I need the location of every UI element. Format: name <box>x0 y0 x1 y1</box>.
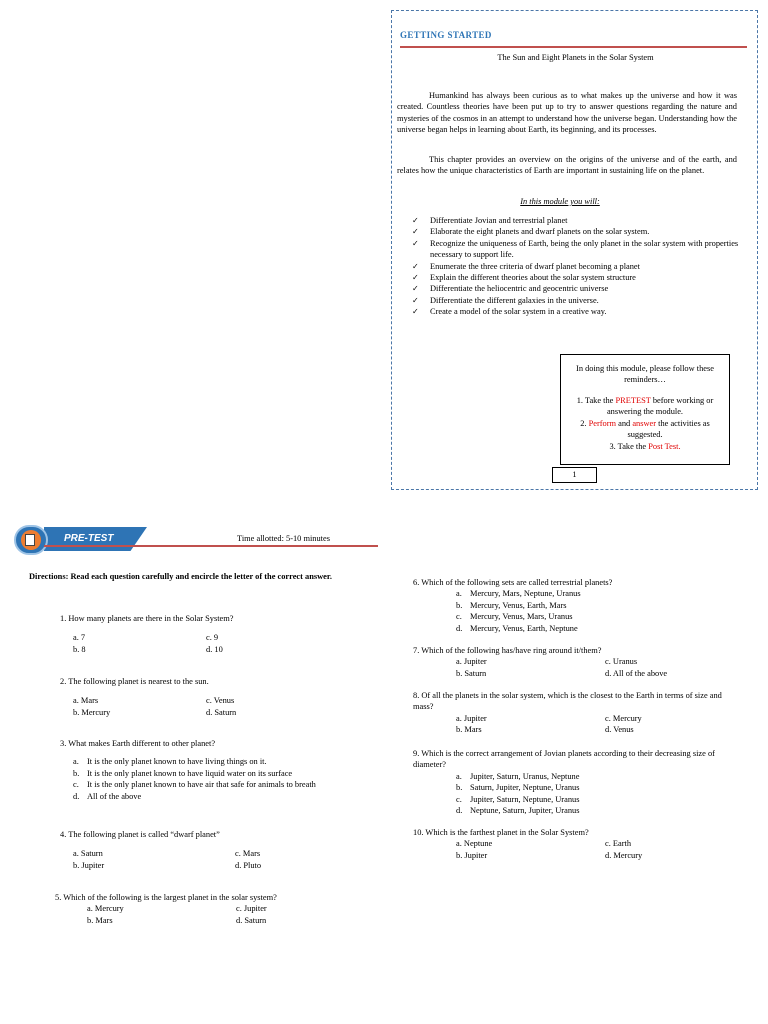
objective-item: ✓ Differentiate Jovian and terrestrial planet <box>412 216 568 225</box>
question-text: 1. How many planets are there in the Solar System? <box>60 614 234 623</box>
option-d[interactable]: d. 10 <box>206 644 223 654</box>
option-a[interactable]: a. Saturn <box>73 849 103 859</box>
option-c[interactable]: c. Mars <box>235 849 261 859</box>
option-d[interactable]: d. Mercury, Venus, Earth, Neptune <box>456 623 578 633</box>
option-a[interactable]: a. Neptune <box>456 839 493 849</box>
reminders-intro: In doing this module, please follow these reminders… <box>576 364 714 385</box>
page-number: 1 <box>552 467 597 483</box>
option-d[interactable]: d. All of the above <box>605 668 668 678</box>
question-text: 3. What makes Earth different to other planet? <box>60 739 216 748</box>
option-a[interactable]: a. Jupiter <box>456 657 487 667</box>
option-c[interactable]: c. Uranus <box>605 657 638 667</box>
objectives-list <box>400 215 740 318</box>
option-b[interactable]: b. Jupiter <box>73 860 105 870</box>
option-a[interactable]: a. It is the only planet known to have living things on it. <box>73 757 267 767</box>
objective-item: ✓ Differentiate the heliocentric and geocentric universe <box>412 284 609 294</box>
option-b[interactable]: b. Mars <box>456 725 482 735</box>
option-d[interactable]: d. Neptune, Saturn, Jupiter, Uranus <box>456 806 580 816</box>
checkmark-icon: ✓ <box>412 307 419 317</box>
checkmark-icon: ✓ <box>412 284 419 294</box>
objective-item: ✓ Enumerate the three criteria of dwarf planet becoming a planet <box>412 261 640 271</box>
checkmark-icon: ✓ <box>412 273 419 283</box>
question-1 <box>60 613 390 655</box>
option-d[interactable]: d. Venus <box>605 725 634 735</box>
intro-paragraph-1: Humankind has always been curious as to what makes up the universe and how it was created. Countless theories have been put up to try to answer questions regarding the nature and mysteries of the cosmos in an attempt to understand how the universe began. Understanding how the universe began helps in learning about Earth, its beginning, and its processes. <box>397 91 737 135</box>
directions: Directions: Read each question carefully and encircle the letter of the correct answer. <box>29 572 332 581</box>
option-c[interactable]: c. Earth <box>605 839 632 849</box>
option-a[interactable]: a. 7 <box>73 633 86 643</box>
reminders-box <box>560 354 730 465</box>
reminder-item: 2. Perform and answer the activities as suggested. <box>580 418 710 440</box>
question-6 <box>413 577 743 634</box>
option-c[interactable]: c. Mercury, Venus, Mars, Uranus <box>456 612 573 622</box>
option-d[interactable]: d. Mercury <box>605 850 643 860</box>
question-5 <box>55 892 385 926</box>
option-b[interactable]: b. Saturn <box>456 668 487 678</box>
question-3 <box>60 738 390 802</box>
option-c[interactable]: c. 9 <box>206 633 219 643</box>
question-text: 5. Which of the following is the largest planet in the solar system? <box>55 893 277 902</box>
question-text: 6. Which of the following sets are called terrestrial planets? <box>413 578 613 587</box>
question-text: 4. The following planet is called “dwarf planet” <box>60 830 220 839</box>
getting-started-page <box>391 10 758 490</box>
option-d[interactable]: d. Pluto <box>235 860 262 870</box>
reminder-item: 1. Take the PRETEST before working or answering the module. <box>576 396 714 417</box>
reminders-list <box>565 395 725 452</box>
document-icon <box>25 534 35 546</box>
option-b[interactable]: b. It is the only planet known to have liquid water on its surface <box>73 768 293 778</box>
question-text: 10. Which is the farthest planet in the Solar System? <box>413 828 589 837</box>
checkmark-icon: ✓ <box>412 216 419 225</box>
question-text: 9. Which is the correct arrangement of Jovian planets according to their decreasing size of diameter? <box>413 749 715 770</box>
option-b[interactable]: b. Mercury, Venus, Earth, Mars <box>456 600 567 610</box>
option-b[interactable]: b. Mars <box>87 915 113 925</box>
option-b[interactable]: b. 8 <box>73 644 86 654</box>
pretest-badge-icon <box>14 525 48 555</box>
objectives-heading: In this module you will: <box>520 197 600 206</box>
option-b[interactable]: b. Jupiter <box>456 850 488 860</box>
checkmark-icon: ✓ <box>412 261 419 271</box>
question-text: 8. Of all the planets in the solar system, which is the closest to the Earth in terms of size and mass? <box>413 691 722 712</box>
time-allotted: Time allotted: 5-10 minutes <box>237 534 330 543</box>
question-2 <box>60 676 390 718</box>
objective-item: ✓ Explain the different theories about the solar system structure <box>412 273 636 283</box>
question-text: 7. Which of the following has/have ring around it/them? <box>413 646 602 655</box>
section-heading: GETTING STARTED <box>400 30 492 40</box>
question-7 <box>413 645 743 679</box>
checkmark-icon: ✓ <box>412 295 419 305</box>
option-a[interactable]: a. Jupiter <box>456 713 487 723</box>
option-d[interactable]: d. Saturn <box>236 915 267 925</box>
pretest-rule <box>44 545 378 547</box>
option-a[interactable]: a. Mercury, Mars, Neptune, Uranus <box>456 589 581 599</box>
option-c[interactable]: c. It is the only planet known to have air that safe for animals to breath <box>73 780 316 790</box>
intro-paragraph-2: This chapter provides an overview on the origins of the universe and of the earth, and relates how the unique characteristics of Earth are important in sustaining life on the planet. <box>397 155 737 176</box>
objective-item: ✓ Recognize the uniqueness of Earth, being the only planet in the solar system with properties necessary to support life. <box>412 238 739 260</box>
option-d[interactable]: d. All of the above <box>73 791 142 801</box>
question-10 <box>413 827 743 861</box>
checkmark-icon: ✓ <box>412 227 419 237</box>
objective-item: ✓ Create a model of the solar system in a creative way. <box>412 307 607 317</box>
question-9 <box>413 748 743 816</box>
checkmark-icon: ✓ <box>412 238 419 248</box>
option-c[interactable]: c. Jupiter, Saturn, Neptune, Uranus <box>456 794 580 804</box>
module-title: The Sun and Eight Planets in the Solar System <box>497 53 654 62</box>
question-8 <box>413 690 743 736</box>
reminder-item: 3. Take the Post Test. <box>609 441 681 451</box>
option-c[interactable]: c. Mercury <box>605 713 642 723</box>
pretest-label: PRE-TEST <box>64 533 114 544</box>
option-a[interactable]: a. Mars <box>73 696 99 706</box>
objective-item: ✓ Differentiate the different galaxies in the universe. <box>412 295 599 305</box>
option-a[interactable]: a. Jupiter, Saturn, Uranus, Neptune <box>456 771 580 781</box>
option-d[interactable]: d. Saturn <box>206 707 237 717</box>
option-b[interactable]: b. Saturn, Jupiter, Neptune, Uranus <box>456 783 580 793</box>
option-c[interactable]: c. Jupiter <box>236 904 267 914</box>
objective-item: ✓ Elaborate the eight planets and dwarf planets on the solar system. <box>412 227 650 237</box>
clipboard-icon <box>21 530 41 550</box>
option-c[interactable]: c. Venus <box>206 696 235 706</box>
option-a[interactable]: a. Mercury <box>87 904 124 914</box>
question-text: 2. The following planet is nearest to the sun. <box>60 677 209 686</box>
heading-rule <box>400 46 747 48</box>
option-b[interactable]: b. Mercury <box>73 707 111 717</box>
question-4 <box>60 829 390 871</box>
